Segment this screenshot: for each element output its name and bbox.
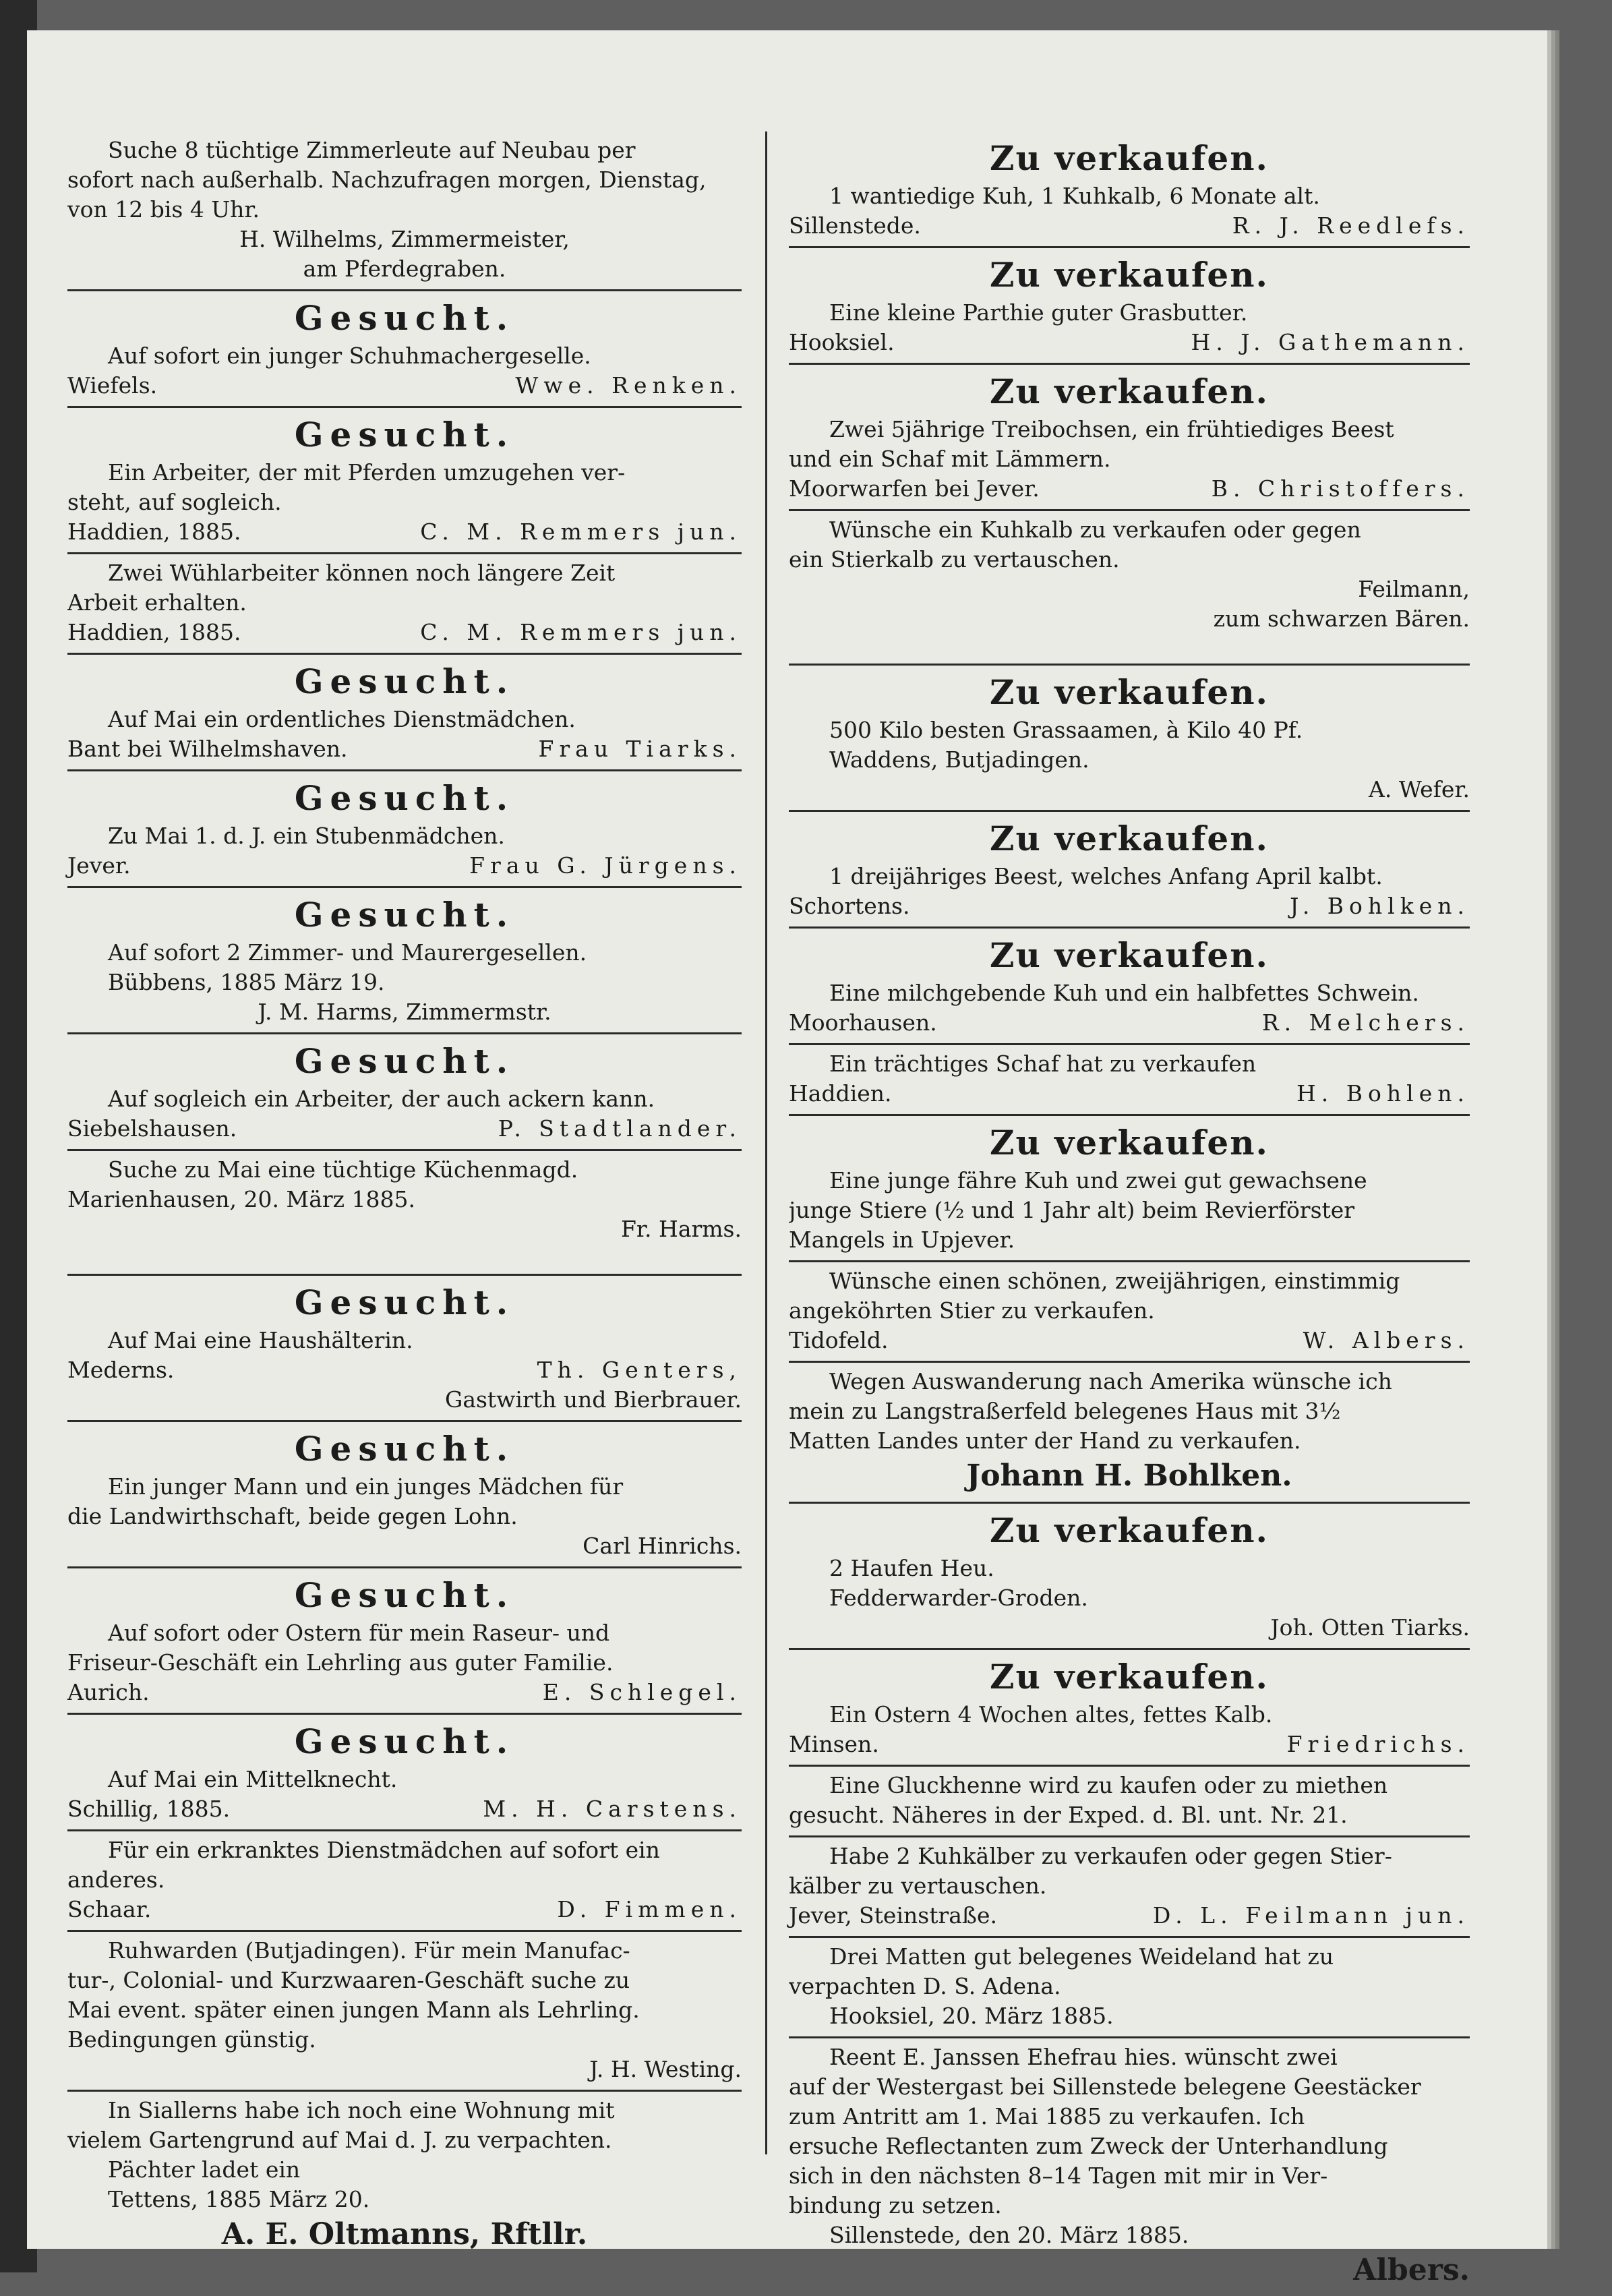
- ad-heading: Gesucht.: [294, 298, 515, 338]
- ad-text-line: zum schwarzen Bären.: [1213, 606, 1470, 632]
- ad-text-line: Ein junger Mann und ein junges Mädchen für: [108, 1473, 624, 1500]
- wanted-advertisement: [67, 1568, 742, 1715]
- ad-heading: Zu verkaufen.: [990, 1123, 1269, 1162]
- ad-place: Schillig, 1885.: [67, 1796, 231, 1822]
- ad-signer: H. J. Gathemann.: [1191, 329, 1470, 355]
- classified-advertisement: [789, 2038, 1470, 2296]
- column-divider: [765, 131, 767, 2154]
- classified-advertisement: [67, 1151, 742, 1276]
- ad-text-line: Auf Mai ein ordentliches Dienstmädchen.: [108, 706, 576, 732]
- ad-text-line: ersuche Reflectanten zum Zweck der Unterhandlung: [789, 2133, 1388, 2159]
- ad-signature-row: [67, 1678, 742, 1707]
- ad-text-line: Ein Arbeiter, der mit Pferden umzugehen ver-: [108, 459, 626, 485]
- ad-text-line: tur-, Colonial- und Kurzwaaren-Geschäft suche zu: [67, 1967, 630, 1993]
- ad-place: Minsen.: [789, 1731, 879, 1757]
- sale-advertisement: [789, 929, 1470, 1045]
- ad-text-line: Friseur-Geschäft ein Lehrling aus guter Familie.: [67, 1649, 614, 1676]
- ad-text-line: 2 Haufen Heu.: [829, 1555, 994, 1581]
- ad-text-line: Ruhwarden (Butjadingen). Für mein Manufac-: [108, 1937, 630, 1964]
- ad-text-line: am Pferdegraben.: [303, 256, 506, 282]
- sale-advertisement: [789, 365, 1470, 511]
- ad-text-line: Mangels in Upjever.: [789, 1227, 1015, 1253]
- ad-heading: Gesucht.: [294, 1721, 515, 1761]
- ad-text-line: Wünsche ein Kuhkalb zu verkaufen oder gegen: [829, 517, 1361, 543]
- ad-text-line: Auf sogleich ein Arbeiter, der auch ackern kann.: [108, 1086, 655, 1112]
- ad-heading: Zu verkaufen.: [990, 255, 1269, 295]
- ad-text-line: Zwei Wühlarbeiter können noch längere Zeit: [108, 560, 616, 586]
- ad-text-line: Bübbens, 1885 März 19.: [108, 969, 385, 995]
- ad-text-line: die Landwirthschaft, beide gegen Lohn.: [67, 1503, 518, 1529]
- ad-text-line: Auf Mai eine Haushälterin.: [108, 1327, 413, 1353]
- left-column: [67, 131, 742, 2260]
- ad-signer: Wwe. Renken.: [515, 372, 742, 399]
- classified-advertisement: [789, 511, 1470, 666]
- ad-text-line: bindung zu setzen.: [789, 2192, 1002, 2218]
- ad-signer: Friedrichs.: [1286, 1731, 1470, 1757]
- ad-signer: P. Stadtlander.: [498, 1115, 742, 1142]
- ad-signature-row: [67, 1794, 742, 1824]
- ad-text-line: Ein trächtiges Schaf hat zu verkaufen: [829, 1051, 1257, 1077]
- ad-heading: Gesucht.: [294, 415, 515, 454]
- ad-signature-row: [67, 1114, 742, 1144]
- sale-advertisement: [789, 1116, 1470, 1262]
- ad-signer: C. M. Remmers jun.: [420, 619, 742, 645]
- ad-text-line: Habe 2 Kuhkälber zu verkaufen oder gegen Stier-: [829, 1843, 1392, 1869]
- ad-place: Jever.: [67, 852, 131, 879]
- ad-signer: C. M. Remmers jun.: [420, 519, 742, 545]
- ad-place: Mederns.: [67, 1357, 175, 1383]
- wanted-advertisement: [67, 1715, 742, 1831]
- ad-place: Sillenstede.: [789, 212, 921, 239]
- ad-signature-row: [67, 517, 742, 547]
- ad-text-line: Marienhausen, 20. März 1885.: [67, 1186, 416, 1212]
- spacer: [789, 634, 1470, 658]
- sale-advertisement: [789, 1504, 1470, 1650]
- ad-signer: J. Bohlken.: [1290, 893, 1470, 919]
- ad-signer: Th. Genters,: [537, 1357, 742, 1383]
- ad-text-line: Ein Ostern 4 Wochen altes, fettes Kalb.: [829, 1701, 1273, 1728]
- sale-advertisement: [789, 248, 1470, 365]
- ad-text-line: Eine milchgebende Kuh und ein halbfettes Schwein.: [829, 980, 1419, 1006]
- ad-signer: R. J. Reedlefs.: [1232, 212, 1470, 239]
- sale-advertisement: [789, 1650, 1470, 1767]
- ad-text-line: Drei Matten gut belegenes Weideland hat zu: [829, 1943, 1334, 1970]
- ad-text-line: angeköhrten Stier zu verkaufen.: [789, 1297, 1155, 1324]
- ad-text-line: Joh. Otten Tiarks.: [1270, 1614, 1470, 1641]
- ad-heading: Gesucht.: [294, 1041, 515, 1081]
- ad-text-line: Waddens, Butjadingen.: [829, 746, 1089, 773]
- ad-text-line: Bedingungen günstig.: [67, 2026, 316, 2053]
- ad-signer: W. Albers.: [1303, 1327, 1470, 1353]
- spacer: [67, 1244, 742, 1268]
- ad-heading: Zu verkaufen.: [990, 819, 1269, 858]
- ad-text-line: zum Antritt am 1. Mai 1885 zu verkaufen. Ich: [789, 2103, 1305, 2129]
- ad-heading: Zu verkaufen.: [990, 672, 1269, 712]
- ad-place: Wiefels.: [67, 372, 158, 399]
- ad-text-line: A. Wefer.: [1369, 776, 1470, 802]
- ad-text-line: Fr. Harms.: [621, 1216, 742, 1242]
- ad-text-line: 1 dreijähriges Beest, welches Anfang April kalbt.: [829, 863, 1383, 889]
- ad-text-line: verpachten D. S. Adena.: [789, 1973, 1061, 1999]
- ad-large-signature: Johann H. Bohlken.: [966, 1459, 1292, 1493]
- ad-heading: Zu verkaufen.: [990, 138, 1269, 178]
- ad-text-line: Auf Mai ein Mittelknecht.: [108, 1766, 398, 1792]
- ad-text-line: ein Stierkalb zu vertauschen.: [789, 546, 1120, 572]
- ad-place: Haddien.: [789, 1080, 892, 1107]
- wanted-advertisement: [67, 408, 742, 554]
- ad-text-line: Eine junge fähre Kuh und zwei gut gewachsene: [829, 1167, 1367, 1194]
- ad-signature-row: [789, 211, 1470, 241]
- ad-text-line: steht, auf sogleich.: [67, 489, 282, 515]
- ad-text-line: Auf sofort ein junger Schuhmachergeselle.: [108, 343, 591, 369]
- ad-signature-row: [789, 328, 1470, 357]
- ad-heading: Gesucht.: [294, 1283, 515, 1322]
- ad-text-line: sofort nach außerhalb. Nachzufragen morgen, Dienstag,: [67, 167, 707, 193]
- ad-heading: Gesucht.: [294, 778, 515, 818]
- ad-text-line: Matten Landes unter der Hand zu verkaufen.: [789, 1427, 1301, 1454]
- classified-advertisement: [789, 1262, 1470, 1363]
- ad-heading: Gesucht.: [294, 1575, 515, 1615]
- ad-text-line: Mai event. später einen jungen Mann als Lehrling.: [67, 1997, 640, 2023]
- ad-text-line: Für ein erkranktes Dienstmädchen auf sofort ein: [108, 1837, 660, 1863]
- sale-advertisement: [789, 812, 1470, 929]
- ad-place: Haddien, 1885.: [67, 619, 241, 645]
- ad-large-signature: A. E. Oltmanns, Rftllr.: [221, 2217, 588, 2251]
- ad-text-line: Pächter ladet ein: [108, 2156, 301, 2183]
- ad-heading: Zu verkaufen.: [990, 1510, 1269, 1550]
- ad-place: Haddien, 1885.: [67, 519, 241, 545]
- ad-heading: Gesucht.: [294, 895, 515, 935]
- ad-signature-row: [789, 1730, 1470, 1759]
- ad-text-line: Suche 8 tüchtige Zimmerleute auf Neubau per: [108, 137, 636, 163]
- ad-place: Aurich.: [67, 1679, 150, 1705]
- ad-text-line: In Siallerns habe ich noch eine Wohnung mit: [108, 2097, 615, 2123]
- ad-text-line: Sillenstede, den 20. März 1885.: [829, 2222, 1189, 2248]
- ad-text-line: Fedderwarder-Groden.: [829, 1585, 1088, 1611]
- ad-signature-row: [789, 891, 1470, 921]
- ad-text-line: von 12 bis 4 Uhr.: [67, 196, 260, 223]
- ad-signature-row: [67, 734, 742, 764]
- ad-place: Jever, Steinstraße.: [789, 1902, 997, 1929]
- sale-advertisement: [789, 131, 1470, 248]
- ad-heading: Gesucht.: [294, 661, 515, 701]
- ad-text-line: und ein Schaf mit Lämmern.: [789, 446, 1111, 472]
- ad-signature-row: [789, 1326, 1470, 1355]
- ad-signer: Frau Tiarks.: [538, 736, 742, 762]
- classified-advertisement: [789, 1045, 1470, 1116]
- ad-place: Moorwarfen bei Jever.: [789, 475, 1040, 502]
- ad-signer: H. Bohlen.: [1296, 1080, 1470, 1107]
- ad-text-line: Wegen Auswanderung nach Amerika wünsche ich: [829, 1368, 1392, 1394]
- ad-text-line: Zu Mai 1. d. J. ein Stubenmädchen.: [108, 823, 505, 849]
- wanted-advertisement: [67, 291, 742, 408]
- ad-heading: Gesucht.: [294, 1429, 515, 1469]
- ad-place: Moorhausen.: [789, 1009, 937, 1036]
- ad-signature-row: [789, 1901, 1470, 1931]
- ad-signature-row: [67, 618, 742, 647]
- ad-place: Siebelshausen.: [67, 1115, 237, 1142]
- classified-advertisement: [67, 1831, 742, 1932]
- ad-text-line: Zwei 5jährige Treibochsen, ein frühtiediges Beest: [829, 416, 1394, 442]
- ad-text-line: Eine kleine Parthie guter Grasbutter.: [829, 299, 1248, 326]
- ad-text-line: vielem Gartengrund auf Mai d. J. zu verpachten.: [67, 2127, 612, 2153]
- classified-advertisement: [67, 131, 742, 291]
- ad-text-line: junge Stiere (½ und 1 Jahr alt) beim Revierförster: [789, 1197, 1355, 1223]
- ad-signature-row: [789, 474, 1470, 504]
- ad-text-line: H. Wilhelms, Zimmermeister,: [239, 226, 570, 252]
- sale-advertisement: [789, 666, 1470, 812]
- ad-place: Schaar.: [67, 1896, 152, 1922]
- ad-text-line: Wünsche einen schönen, zweijährigen, einstimmig: [829, 1268, 1400, 1294]
- classified-advertisement: [789, 1938, 1470, 2038]
- ad-place: Bant bei Wilhelmshaven.: [67, 736, 348, 762]
- ad-signature-row: [789, 1079, 1470, 1109]
- ad-heading: Zu verkaufen.: [990, 935, 1269, 975]
- ad-text-line: Auf sofort 2 Zimmer- und Maurergesellen.: [108, 939, 587, 966]
- ad-text-line: Arbeit erhalten.: [67, 589, 247, 616]
- ad-signer: D. L. Feilmann jun.: [1152, 1902, 1470, 1929]
- ad-place: Tidofeld.: [789, 1327, 889, 1353]
- classified-advertisement: [67, 1932, 742, 2092]
- ad-place: Hooksiel.: [789, 329, 895, 355]
- ad-signature-row: [67, 1355, 742, 1385]
- ad-text-line: mein zu Langstraßerfeld belegenes Haus mit 3½: [789, 1398, 1341, 1424]
- ad-place: Schortens.: [789, 893, 910, 919]
- ad-signature-row: [67, 371, 742, 401]
- ad-signer: Frau G. Jürgens.: [469, 852, 742, 879]
- ad-heading: Zu verkaufen.: [990, 1657, 1269, 1697]
- wanted-advertisement: [67, 1276, 742, 1422]
- wanted-advertisement: [67, 888, 742, 1034]
- ad-text-line: gesucht. Näheres in der Exped. d. Bl. unt. Nr. 21.: [789, 1802, 1348, 1828]
- ad-signer-title: Gastwirth und Bierbrauer.: [444, 1386, 742, 1413]
- classified-advertisement: [789, 1363, 1470, 1504]
- ad-text-line: Reent E. Janssen Ehefrau hies. wünscht zwei: [829, 2044, 1338, 2070]
- ad-large-signature: Albers.: [1353, 2253, 1470, 2287]
- wanted-advertisement: [67, 1034, 742, 1151]
- ad-text-line: J. H. Westing.: [589, 2056, 742, 2082]
- ad-heading: Zu verkaufen.: [990, 372, 1269, 411]
- ad-signature-row: [789, 1008, 1470, 1038]
- ad-text-line: 1 wantiedige Kuh, 1 Kuhkalb, 6 Monate alt.: [829, 183, 1320, 209]
- ad-signature-row: [67, 851, 742, 881]
- ad-text-line: Tettens, 1885 März 20.: [108, 2186, 370, 2212]
- newspaper-page: [27, 30, 1547, 2287]
- ad-text-line: Hooksiel, 20. März 1885.: [829, 2003, 1114, 2029]
- ad-text-line: kälber zu vertauschen.: [789, 1873, 1047, 1899]
- classified-advertisement: [67, 2092, 742, 2260]
- ad-text-line: Auf sofort oder Ostern für mein Raseur- und: [108, 1620, 610, 1646]
- ad-signer: R. Melchers.: [1261, 1009, 1470, 1036]
- ad-signature-row: [67, 1895, 742, 1924]
- ad-signer: D. Fimmen.: [557, 1896, 742, 1922]
- ad-signer: M. H. Carstens.: [483, 1796, 742, 1822]
- wanted-advertisement: [67, 655, 742, 771]
- ad-text-line: J. M. Harms, Zimmermstr.: [258, 999, 551, 1025]
- ad-text-line: Feilmann,: [1358, 576, 1470, 602]
- ad-text-line: Eine Gluckhenne wird zu kaufen oder zu miethen: [829, 1772, 1388, 1798]
- ad-text-line: 500 Kilo besten Grassaamen, à Kilo 40 Pf.: [829, 717, 1303, 743]
- ad-text-line: Suche zu Mai eine tüchtige Küchenmagd.: [108, 1156, 578, 1183]
- ad-text-line: anderes.: [67, 1866, 165, 1893]
- right-column: [789, 131, 1470, 2296]
- classified-advertisement: [789, 1767, 1470, 1837]
- classified-advertisement: [67, 554, 742, 655]
- wanted-advertisement: [67, 771, 742, 888]
- ad-text-line: sich in den nächsten 8–14 Tagen mit mir in Ver-: [789, 2162, 1328, 2189]
- ad-signer: B. Christoffers.: [1211, 475, 1470, 502]
- wanted-advertisement: [67, 1422, 742, 1568]
- ad-signer: E. Schlegel.: [542, 1679, 742, 1705]
- ad-text-line: Carl Hinrichs.: [583, 1533, 742, 1559]
- ad-text-line: auf der Westergast bei Sillenstede belegene Geestäcker: [789, 2073, 1421, 2100]
- classified-advertisement: [789, 1837, 1470, 1938]
